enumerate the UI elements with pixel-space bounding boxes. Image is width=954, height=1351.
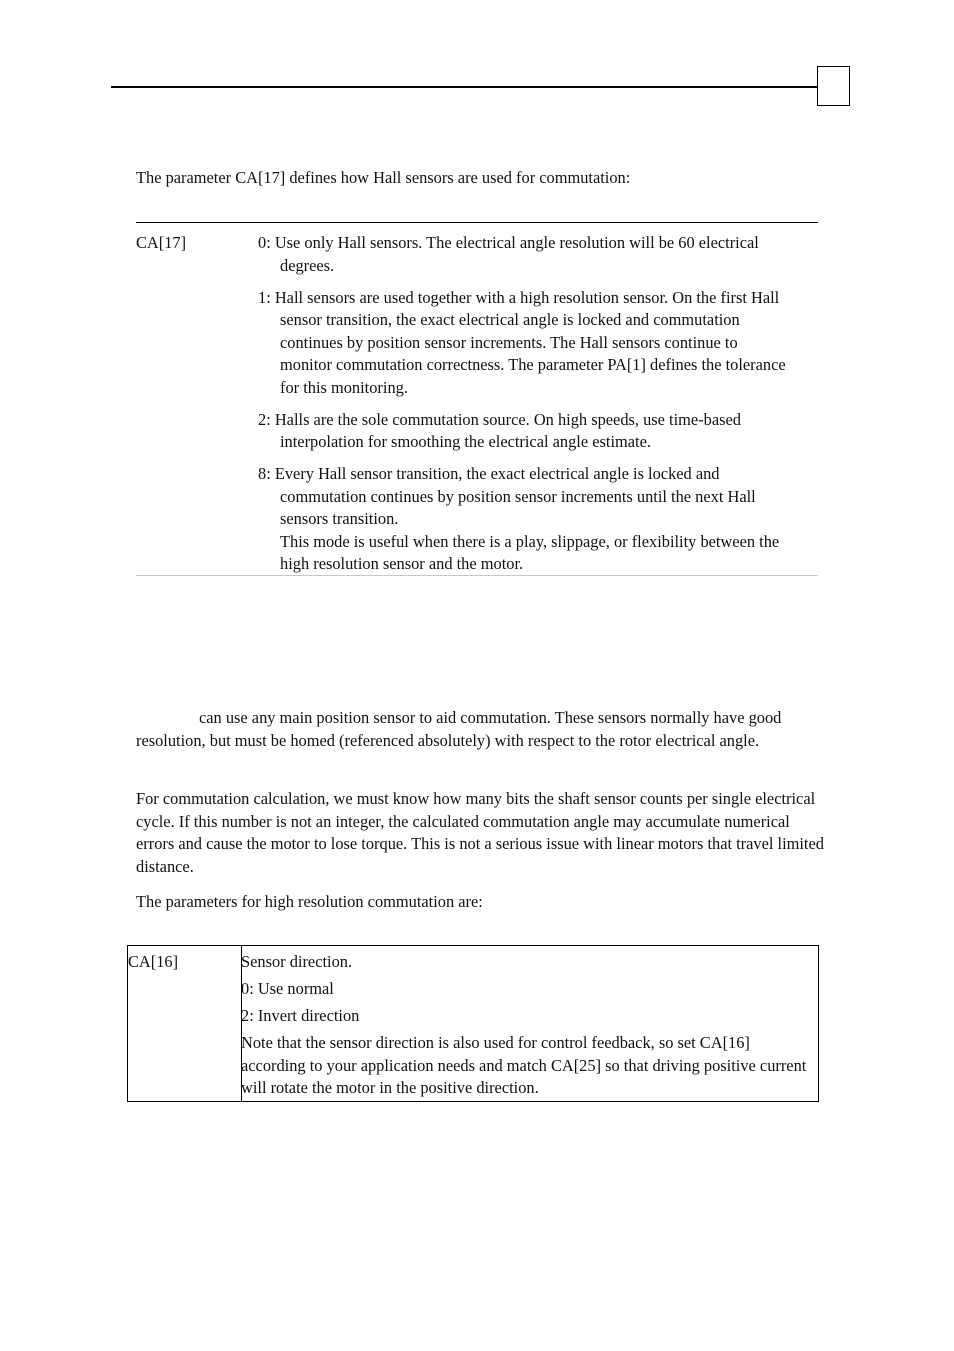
header-rule [111, 86, 818, 88]
page-number-box [817, 66, 850, 106]
hall-option-8-note: This mode is useful when there is a play, slippage, or flexibility between the high resolution sensor and the motor. [280, 531, 780, 573]
parameters-intro: The parameters for high resolution commutation are: [136, 892, 483, 911]
hall-option-8: 8: Every Hall sensor transition, the exact electrical angle is locked and commutation continues by position sensor increments until the next Hall sensors transition. [258, 464, 756, 528]
direction-option-invert: 2: Invert direction [241, 1006, 360, 1025]
direction-option-normal: 0: Use normal [241, 979, 334, 998]
direction-table-description [241, 951, 811, 1104]
sensor-paragraph: can use any main position sensor to aid commutation. These sensors normally have good resolution, but must be homed (referenced absolutely) with respect to the rotor electrical angle. [136, 708, 782, 750]
direction-title: Sensor direction. [241, 952, 353, 971]
direction-table [127, 945, 819, 1102]
hall-option-2: 2: Halls are the sole commutation source. On high speeds, use time-based interpolation for smoothing the electrical angle estimate. [258, 409, 741, 451]
hall-intro-paragraph: The parameter CA[17] defines how Hall sensors are used for commutation: [136, 168, 631, 187]
hall-table-bottom-rule [136, 575, 818, 576]
hall-option-1: 1: Hall sensors are used together with a high resolution sensor. On the first Hall sensor transition, the exact electrical angle is locked and commutation continues by position sensor increments. The Hall sensors continue to monitor commutation correctness. The parameter PA[1] defines the tolerance for this monitoring. [258, 287, 786, 397]
hall-option-0: 0: Use only Hall sensors. The electrical angle resolution will be 60 electrical degrees. [258, 233, 759, 275]
hall-table-top-rule [136, 222, 818, 223]
direction-note: Note that the sensor direction is also used for control feedback, so set CA[16] according to your application needs and match CA[25] so that driving positive current will rotate the motor in the positive direction. [241, 1033, 807, 1097]
calculation-paragraph: For commutation calculation, we must know how many bits the shaft sensor counts per single electrical cycle. If this number is not an integer, the calculated commutation angle may accumulate numerical errors and cause the motor to lose torque. This is not a serious issue with linear motors that travel limited distance. [136, 789, 824, 876]
hall-table-param: CA[17] [136, 233, 187, 252]
hall-table-description [258, 232, 793, 576]
direction-table-param: CA[16] [128, 952, 179, 971]
